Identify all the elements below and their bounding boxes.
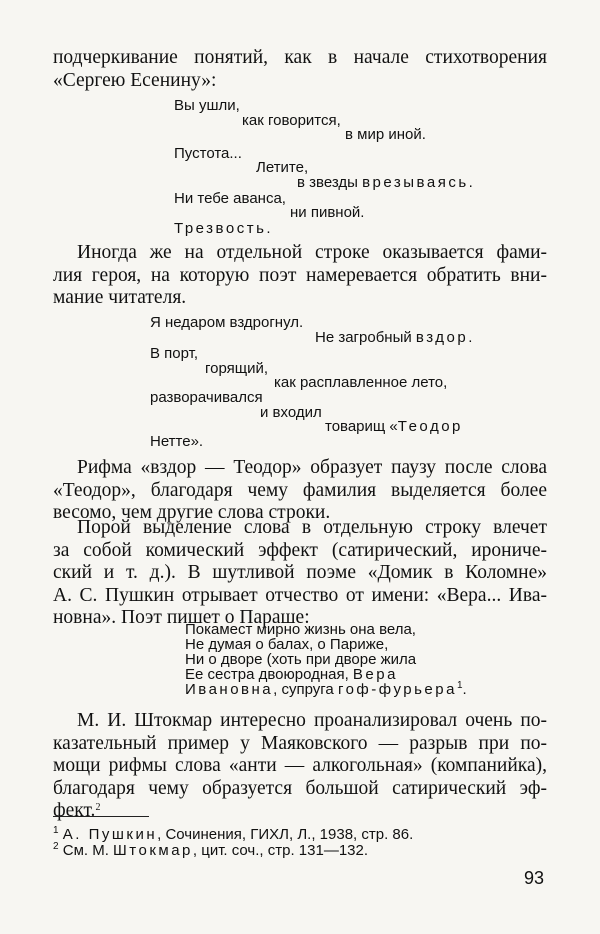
verse-line: как расплавленное лето, [274, 374, 448, 391]
spaced-word: Теодор [397, 418, 463, 435]
verse-line: разворачивался [150, 389, 263, 406]
text-line: казательный пример у Маяковского — разрыв при по- [53, 732, 547, 754]
verse-line: Ни о дворе (хоть при дворе жила [185, 651, 417, 668]
text-line: М. И. Штокмар интересно проанализировал очень по- [77, 710, 547, 731]
text-line: Рифма «вздор — Теодор» образует паузу после слова [77, 457, 547, 478]
verse-text: в звезды [297, 174, 363, 191]
footnote-text: , Сочинения, ГИХЛ, Л., 1938, стр. 86. [157, 826, 414, 843]
verse-line [297, 175, 475, 191]
text-line: новна». Поэт пишет о Параше: [53, 607, 310, 628]
verse-text: Ее сестра двоюродная, [185, 666, 353, 683]
footnote-text: , цит. соч., стр. 131—132. [192, 842, 369, 859]
text-line: подчеркивание понятий, как в начале стихотворения [53, 47, 547, 68]
paragraph-3 [53, 457, 547, 525]
footnote-2 [53, 842, 368, 859]
verse-line [315, 330, 475, 346]
text-line: мание читателя. [53, 287, 187, 308]
footnote-ref[interactable]: 2 [95, 802, 101, 813]
verse-line: Покамест мирно жизнь она вела, [185, 621, 416, 638]
verse-line: Я недаром вздрогнул. [150, 314, 304, 331]
text-line: весомо, чем другие слова строки. [53, 502, 331, 523]
verse-line [325, 419, 463, 435]
verse-line: В порт, [150, 345, 199, 362]
text-line: мощи рифмы слова «анти — алкогольная» (компанийка), [53, 755, 547, 776]
paragraph-2 [53, 242, 547, 310]
verse-text: . [462, 681, 467, 698]
text-line: лия героя, на которую поэт намеревается обратить вни- [53, 264, 547, 286]
line-text: фект. [53, 800, 96, 821]
text-line: благодаря чему образуется большой сатирический эф- [53, 777, 547, 799]
verse-line: Вы ушли, [174, 97, 240, 114]
footnote-ref[interactable]: 1 [456, 680, 463, 691]
footnote-text: См. М. [62, 842, 114, 859]
spaced-word: Вера [352, 666, 398, 683]
verse-text: Не загробный [315, 329, 416, 346]
text-line: «Сергею Есенину»: [53, 69, 217, 91]
spaced-word: врезываясь. [362, 174, 476, 191]
footnote-divider [53, 816, 149, 817]
footnote-author: Штокмар [113, 842, 193, 859]
verse-line: ни пивной. [290, 204, 365, 221]
spaced-word: гоф-фурьера [337, 681, 457, 698]
text-line: А. С. Пушкин отрывает отчество от имени: «Вера... Ива- [53, 584, 547, 606]
text-line: «Теодор», благодаря чему фамилия выделяется более [53, 479, 547, 501]
verse-text: , супруга [273, 681, 338, 698]
verse-line: Летите, [256, 159, 309, 176]
text-line: Иногда же на отдельной строке оказывается фами- [77, 242, 547, 263]
paragraph-5 [53, 710, 547, 823]
paragraph-4 [53, 517, 547, 630]
verse-line: Нетте». [150, 433, 204, 450]
footnote-number: 1 [53, 825, 59, 836]
verse-line: Пустота... [174, 145, 242, 162]
footnote-number: 2 [53, 841, 59, 852]
verse-line: Ни тебе аванса, [174, 190, 286, 207]
verse-line: как говорится, [242, 112, 341, 129]
text-line: Порой выделение слова в отдельную строку влечет [77, 517, 547, 538]
page-number: 93 [524, 868, 545, 888]
footnote-1 [53, 826, 413, 843]
verse-line [185, 682, 467, 698]
text-line: за собой комический эффект (сатирический, ирониче- [53, 539, 547, 561]
verse-line: в мир иной. [345, 126, 426, 143]
footnote-author: А. Пушкин [62, 826, 158, 843]
verse-line: Не думая о балах, о Париже, [185, 636, 389, 653]
verse-text: товарищ « [325, 418, 398, 435]
verse-line: и входил [260, 404, 322, 421]
spaced-word: Ивановна [185, 681, 274, 698]
verse-line: горящий, [205, 360, 269, 377]
text-line: ский и т. д.). В шутливой поэме «Домик в Коломне» [53, 562, 547, 583]
spaced-word: вздор. [415, 329, 475, 346]
verse-line: Трезвость. [174, 220, 274, 237]
text-line [53, 800, 547, 823]
intro-paragraph [53, 47, 547, 92]
